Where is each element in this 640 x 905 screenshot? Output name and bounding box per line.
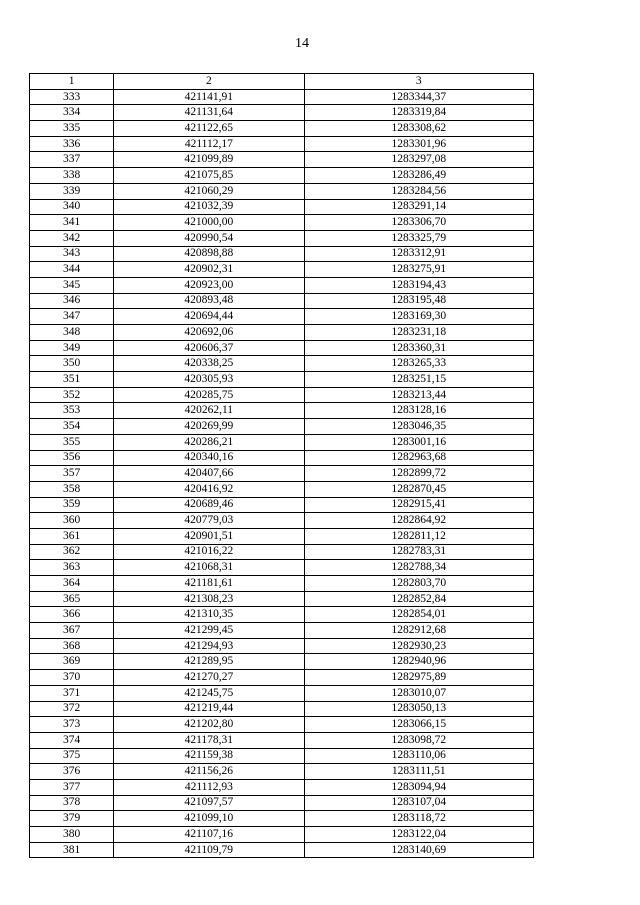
- cell-y-coordinate: 1283297,08: [304, 152, 533, 168]
- table-row: [30, 732, 534, 748]
- cell-x-coordinate: 421141,91: [114, 89, 304, 105]
- cell-y-coordinate: 1283344,37: [304, 89, 533, 105]
- table-row: [30, 701, 534, 717]
- header-row: [30, 74, 534, 90]
- cell-point-number: 336: [30, 136, 114, 152]
- cell-point-number: 360: [30, 513, 114, 529]
- cell-point-number: 373: [30, 717, 114, 733]
- table-row: [30, 309, 534, 325]
- cell-point-number: 364: [30, 576, 114, 592]
- cell-x-coordinate: 420407,66: [114, 466, 304, 482]
- cell-x-coordinate: 420692,06: [114, 325, 304, 341]
- table-row: [30, 262, 534, 278]
- cell-y-coordinate: 1282870,45: [304, 481, 533, 497]
- table-row: [30, 654, 534, 670]
- cell-x-coordinate: 421112,17: [114, 136, 304, 152]
- cell-x-coordinate: 420305,93: [114, 372, 304, 388]
- table-row: [30, 717, 534, 733]
- cell-x-coordinate: 421156,26: [114, 764, 304, 780]
- table-row: [30, 152, 534, 168]
- cell-y-coordinate: 1282915,41: [304, 497, 533, 513]
- cell-point-number: 378: [30, 795, 114, 811]
- cell-point-number: 335: [30, 121, 114, 137]
- cell-x-coordinate: 421202,80: [114, 717, 304, 733]
- cell-x-coordinate: 420923,00: [114, 277, 304, 293]
- cell-point-number: 357: [30, 466, 114, 482]
- cell-y-coordinate: 1283110,06: [304, 748, 533, 764]
- table-row: [30, 748, 534, 764]
- cell-y-coordinate: 1282912,68: [304, 623, 533, 639]
- cell-y-coordinate: 1283169,30: [304, 309, 533, 325]
- cell-point-number: 375: [30, 748, 114, 764]
- cell-x-coordinate: 421310,35: [114, 607, 304, 623]
- cell-point-number: 355: [30, 434, 114, 450]
- cell-point-number: 361: [30, 528, 114, 544]
- cell-point-number: 377: [30, 779, 114, 795]
- cell-x-coordinate: 421308,23: [114, 591, 304, 607]
- cell-y-coordinate: 1283107,04: [304, 795, 533, 811]
- table-row: [30, 466, 534, 482]
- table-row: [30, 576, 534, 592]
- table-row: [30, 403, 534, 419]
- cell-y-coordinate: 1283050,13: [304, 701, 533, 717]
- table-row: [30, 387, 534, 403]
- cell-y-coordinate: 1283284,56: [304, 183, 533, 199]
- cell-y-coordinate: 1283001,16: [304, 434, 533, 450]
- cell-y-coordinate: 1282852,84: [304, 591, 533, 607]
- cell-point-number: 351: [30, 372, 114, 388]
- table-row: [30, 623, 534, 639]
- table-row: [30, 795, 534, 811]
- table-row: [30, 215, 534, 231]
- table-row: [30, 607, 534, 623]
- cell-x-coordinate: 420286,21: [114, 434, 304, 450]
- cell-y-coordinate: 1283265,33: [304, 356, 533, 372]
- cell-y-coordinate: 1282899,72: [304, 466, 533, 482]
- cell-x-coordinate: 420898,88: [114, 246, 304, 262]
- cell-y-coordinate: 1282783,31: [304, 544, 533, 560]
- cell-point-number: 381: [30, 842, 114, 858]
- cell-x-coordinate: 420901,51: [114, 528, 304, 544]
- page-number: 14: [295, 36, 309, 51]
- cell-x-coordinate: 421294,93: [114, 638, 304, 654]
- cell-point-number: 369: [30, 654, 114, 670]
- cell-y-coordinate: 1283140,69: [304, 842, 533, 858]
- table-row: [30, 513, 534, 529]
- cell-y-coordinate: 1283301,96: [304, 136, 533, 152]
- cell-x-coordinate: 421122,65: [114, 121, 304, 137]
- table-row: [30, 827, 534, 843]
- table-row: [30, 434, 534, 450]
- cell-y-coordinate: 1283360,31: [304, 340, 533, 356]
- cell-point-number: 365: [30, 591, 114, 607]
- cell-point-number: 349: [30, 340, 114, 356]
- cell-y-coordinate: 1283213,44: [304, 387, 533, 403]
- header-cell-point-number: 1: [30, 74, 114, 90]
- cell-y-coordinate: 1283325,79: [304, 230, 533, 246]
- table-row: [30, 89, 534, 105]
- table-row: [30, 670, 534, 686]
- table-body: [30, 89, 534, 858]
- cell-point-number: 380: [30, 827, 114, 843]
- cell-point-number: 348: [30, 325, 114, 341]
- cell-x-coordinate: 420689,46: [114, 497, 304, 513]
- table-row: [30, 481, 534, 497]
- cell-x-coordinate: 421159,38: [114, 748, 304, 764]
- cell-y-coordinate: 1283291,14: [304, 199, 533, 215]
- cell-x-coordinate: 420779,03: [114, 513, 304, 529]
- cell-point-number: 372: [30, 701, 114, 717]
- table-row: [30, 199, 534, 215]
- cell-point-number: 352: [30, 387, 114, 403]
- table-row: [30, 246, 534, 262]
- cell-x-coordinate: 421112,93: [114, 779, 304, 795]
- table-row: [30, 764, 534, 780]
- coordinates-table: [29, 73, 534, 858]
- cell-point-number: 359: [30, 497, 114, 513]
- cell-y-coordinate: 1283319,84: [304, 105, 533, 121]
- cell-point-number: 379: [30, 811, 114, 827]
- cell-y-coordinate: 1283275,91: [304, 262, 533, 278]
- table-row: [30, 277, 534, 293]
- cell-y-coordinate: 1283308,62: [304, 121, 533, 137]
- cell-point-number: 366: [30, 607, 114, 623]
- cell-y-coordinate: 1282963,68: [304, 450, 533, 466]
- cell-point-number: 358: [30, 481, 114, 497]
- cell-point-number: 334: [30, 105, 114, 121]
- cell-point-number: 344: [30, 262, 114, 278]
- cell-point-number: 376: [30, 764, 114, 780]
- cell-x-coordinate: 421060,29: [114, 183, 304, 199]
- cell-point-number: 341: [30, 215, 114, 231]
- cell-x-coordinate: 420285,75: [114, 387, 304, 403]
- table-row: [30, 560, 534, 576]
- table-row: [30, 230, 534, 246]
- cell-x-coordinate: 420902,31: [114, 262, 304, 278]
- cell-point-number: 363: [30, 560, 114, 576]
- cell-point-number: 368: [30, 638, 114, 654]
- table-row: [30, 136, 534, 152]
- table-row: [30, 325, 534, 341]
- cell-y-coordinate: 1283195,48: [304, 293, 533, 309]
- table-row: [30, 450, 534, 466]
- cell-y-coordinate: 1282930,23: [304, 638, 533, 654]
- table-row: [30, 528, 534, 544]
- cell-y-coordinate: 1282811,12: [304, 528, 533, 544]
- cell-x-coordinate: 421016,22: [114, 544, 304, 560]
- cell-y-coordinate: 1283066,15: [304, 717, 533, 733]
- cell-point-number: 346: [30, 293, 114, 309]
- cell-point-number: 356: [30, 450, 114, 466]
- cell-y-coordinate: 1283231,18: [304, 325, 533, 341]
- cell-x-coordinate: 420416,92: [114, 481, 304, 497]
- table-header: [30, 74, 534, 90]
- cell-x-coordinate: 421068,31: [114, 560, 304, 576]
- cell-x-coordinate: 421032,39: [114, 199, 304, 215]
- cell-x-coordinate: 421245,75: [114, 685, 304, 701]
- table-row: [30, 168, 534, 184]
- cell-y-coordinate: 1282788,34: [304, 560, 533, 576]
- cell-y-coordinate: 1283046,35: [304, 419, 533, 435]
- table-row: [30, 685, 534, 701]
- cell-x-coordinate: 421289,95: [114, 654, 304, 670]
- cell-y-coordinate: 1283251,15: [304, 372, 533, 388]
- cell-x-coordinate: 421099,89: [114, 152, 304, 168]
- table-row: [30, 779, 534, 795]
- cell-point-number: 374: [30, 732, 114, 748]
- cell-y-coordinate: 1282864,92: [304, 513, 533, 529]
- header-cell-y-coordinate: 3: [304, 74, 533, 90]
- cell-x-coordinate: 420990,54: [114, 230, 304, 246]
- cell-point-number: 343: [30, 246, 114, 262]
- cell-point-number: 338: [30, 168, 114, 184]
- cell-x-coordinate: 421178,31: [114, 732, 304, 748]
- cell-point-number: 370: [30, 670, 114, 686]
- cell-y-coordinate: 1283111,51: [304, 764, 533, 780]
- cell-point-number: 367: [30, 623, 114, 639]
- cell-y-coordinate: 1282975,89: [304, 670, 533, 686]
- table-row: [30, 811, 534, 827]
- table-row: [30, 544, 534, 560]
- cell-y-coordinate: 1282803,70: [304, 576, 533, 592]
- table-row: [30, 356, 534, 372]
- cell-point-number: 350: [30, 356, 114, 372]
- cell-x-coordinate: 420694,44: [114, 309, 304, 325]
- cell-y-coordinate: 1283128,16: [304, 403, 533, 419]
- cell-x-coordinate: 420340,16: [114, 450, 304, 466]
- cell-point-number: 342: [30, 230, 114, 246]
- cell-x-coordinate: 421097,57: [114, 795, 304, 811]
- header-cell-x-coordinate: 2: [114, 74, 304, 90]
- cell-y-coordinate: 1283118,72: [304, 811, 533, 827]
- cell-x-coordinate: 421219,44: [114, 701, 304, 717]
- cell-x-coordinate: 420262,11: [114, 403, 304, 419]
- cell-x-coordinate: 421299,45: [114, 623, 304, 639]
- cell-y-coordinate: 1283094,94: [304, 779, 533, 795]
- cell-x-coordinate: 421075,85: [114, 168, 304, 184]
- cell-x-coordinate: 420338,25: [114, 356, 304, 372]
- cell-point-number: 353: [30, 403, 114, 419]
- cell-x-coordinate: 421270,27: [114, 670, 304, 686]
- cell-y-coordinate: 1283010,07: [304, 685, 533, 701]
- cell-y-coordinate: 1283098,72: [304, 732, 533, 748]
- cell-point-number: 339: [30, 183, 114, 199]
- cell-y-coordinate: 1282854,01: [304, 607, 533, 623]
- cell-x-coordinate: 421181,61: [114, 576, 304, 592]
- cell-y-coordinate: 1283312,91: [304, 246, 533, 262]
- table-row: [30, 419, 534, 435]
- table-row: [30, 105, 534, 121]
- cell-x-coordinate: 421107,16: [114, 827, 304, 843]
- cell-x-coordinate: 421000,00: [114, 215, 304, 231]
- cell-x-coordinate: 420269,99: [114, 419, 304, 435]
- cell-point-number: 337: [30, 152, 114, 168]
- cell-x-coordinate: 420606,37: [114, 340, 304, 356]
- table-row: [30, 121, 534, 137]
- cell-x-coordinate: 420893,48: [114, 293, 304, 309]
- cell-point-number: 371: [30, 685, 114, 701]
- cell-y-coordinate: 1283286,49: [304, 168, 533, 184]
- table-row: [30, 293, 534, 309]
- table-row: [30, 183, 534, 199]
- cell-y-coordinate: 1283194,43: [304, 277, 533, 293]
- table-row: [30, 497, 534, 513]
- cell-point-number: 362: [30, 544, 114, 560]
- cell-x-coordinate: 421131,64: [114, 105, 304, 121]
- table-row: [30, 591, 534, 607]
- cell-y-coordinate: 1282940,96: [304, 654, 533, 670]
- table-row: [30, 638, 534, 654]
- cell-point-number: 340: [30, 199, 114, 215]
- cell-point-number: 347: [30, 309, 114, 325]
- table-row: [30, 842, 534, 858]
- cell-y-coordinate: 1283122,04: [304, 827, 533, 843]
- cell-x-coordinate: 421109,79: [114, 842, 304, 858]
- cell-y-coordinate: 1283306,70: [304, 215, 533, 231]
- cell-point-number: 354: [30, 419, 114, 435]
- cell-point-number: 333: [30, 89, 114, 105]
- table-row: [30, 372, 534, 388]
- table-row: [30, 340, 534, 356]
- cell-x-coordinate: 421099,10: [114, 811, 304, 827]
- cell-point-number: 345: [30, 277, 114, 293]
